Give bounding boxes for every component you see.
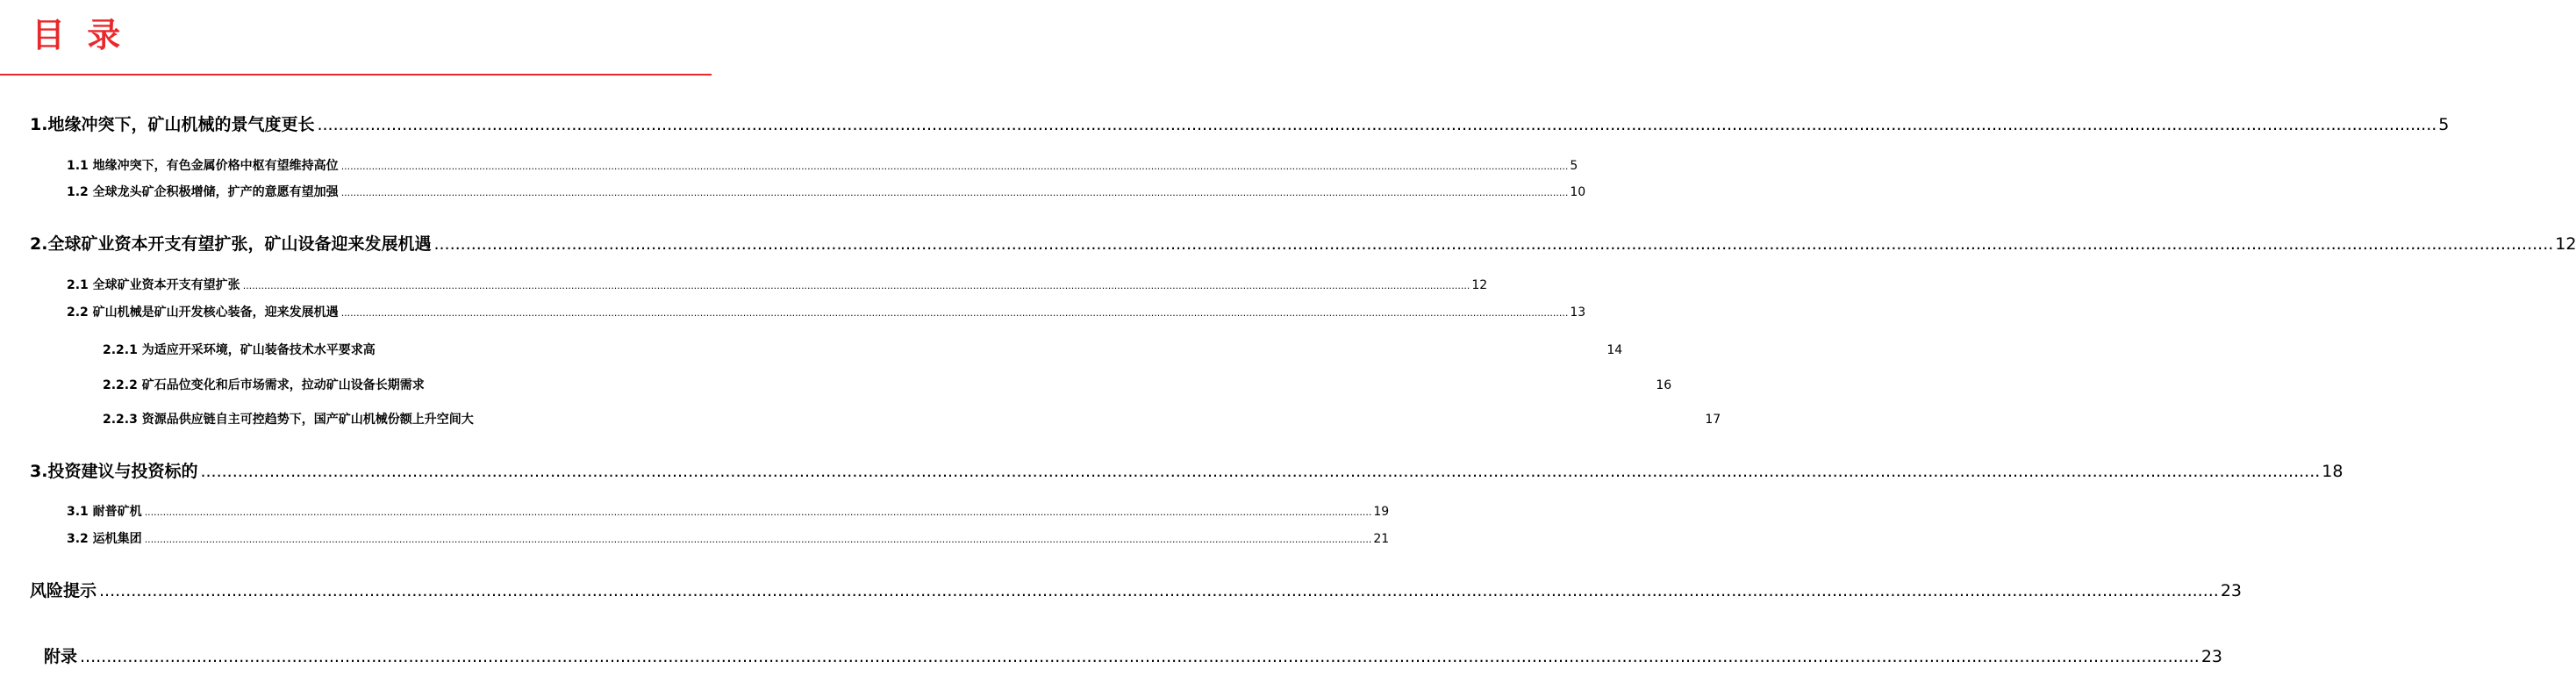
toc-entry[interactable] bbox=[103, 411, 1721, 429]
toc-entry-page: 14 bbox=[1606, 343, 1623, 357]
toc-leader-dots: ................................................................................................................................................................................................................................................................................................................................................................................................................ bbox=[144, 507, 1372, 518]
toc-entry[interactable] bbox=[67, 277, 1488, 295]
toc-leader-dots: ................................................................................................................................................................................................................................................................................................................................................................................................................ bbox=[242, 280, 1470, 291]
toc-entry-label: 3.投资建议与投资标的 bbox=[30, 462, 198, 481]
toc-entry-page: 13 bbox=[1570, 305, 1586, 320]
toc-entry-page: 17 bbox=[1705, 413, 1721, 427]
toc-entry[interactable] bbox=[103, 341, 1623, 360]
toc-entry-label: 1.2 全球龙头矿企积极增储，扩产的意愿有望加强 bbox=[67, 185, 339, 199]
toc-entry-label: 1.地缘冲突下，矿山机械的景气度更长 bbox=[30, 115, 315, 134]
toc-entry-label: 2.1 全球矿业资本开支有望扩张 bbox=[67, 278, 240, 292]
toc-leader-dots: ................................................................................................................................................................................................................................................................................................................................................................................................................ bbox=[99, 581, 2219, 600]
toc-entry[interactable] bbox=[67, 503, 1390, 521]
toc-entry[interactable] bbox=[30, 233, 2576, 255]
toc-leader-dots: ................................................................................................................................................................................................................................................................................................................................................................................................................ bbox=[144, 534, 1372, 545]
toc-leader-dots: ................................................................................................................................................................................................................................................................................................................................................................................................................ bbox=[317, 115, 2437, 134]
toc-entry-page: 5 bbox=[1570, 159, 1578, 173]
toc-entry[interactable] bbox=[30, 113, 2450, 136]
page-title: 目 录 bbox=[32, 16, 126, 54]
toc-entry-label: 2.全球矿业资本开支有望扩张，矿山设备迎来发展机遇 bbox=[30, 234, 432, 254]
toc-entry-page: 16 bbox=[1656, 378, 1672, 392]
toc-entry-label: 2.2.3 资源品供应链自主可控趋势下，国产矿山机械份额上升空间大 bbox=[103, 413, 474, 427]
toc-leader-dots: ................................................................................................................................................................................................................................................................................................................................................................................................................ bbox=[433, 234, 2554, 254]
toc-leader-dots: ................................................................................................................................................................................................................................................................................................................................................................................................................ bbox=[200, 462, 2321, 481]
toc-leader-dots: ................................................................................................................................................................................................................................................................................................................................................................................................................ bbox=[340, 307, 1569, 319]
toc-entry[interactable] bbox=[44, 645, 2223, 668]
toc-entry-label: 3.2 运机集团 bbox=[67, 532, 142, 546]
toc-leader-dots: ................................................................................................................................................................................................................................................................................................................................................................................................................ bbox=[377, 345, 1606, 356]
toc-entry[interactable] bbox=[30, 460, 2343, 483]
toc-entry-page: 19 bbox=[1373, 505, 1390, 519]
toc-entry[interactable] bbox=[67, 183, 1586, 202]
toc-entry-page: 18 bbox=[2322, 462, 2343, 481]
toc-entry[interactable] bbox=[67, 157, 1578, 176]
toc-leader-dots: ................................................................................................................................................................................................................................................................................................................................................................................................................ bbox=[340, 187, 1569, 198]
toc-leader-dots: ................................................................................................................................................................................................................................................................................................................................................................................................................ bbox=[340, 161, 1569, 172]
toc-entry-label: 附录 bbox=[44, 647, 78, 666]
toc-entry-page: 12 bbox=[1471, 278, 1488, 292]
toc-leader-dots: ................................................................................................................................................................................................................................................................................................................................................................................................................ bbox=[476, 414, 1704, 426]
toc-leader-dots: ................................................................................................................................................................................................................................................................................................................................................................................................................ bbox=[426, 380, 1655, 392]
toc-entry-label: 1.1 地缘冲突下，有色金属价格中枢有望维持高位 bbox=[67, 159, 339, 173]
toc-entry-page: 23 bbox=[2220, 581, 2243, 600]
toc-entry-page: 21 bbox=[1373, 532, 1390, 546]
toc-entry-label: 2.2.2 矿石品位变化和后市场需求，拉动矿山设备长期需求 bbox=[103, 378, 425, 392]
toc-entry[interactable] bbox=[67, 530, 1390, 549]
toc-entry[interactable] bbox=[103, 377, 1672, 395]
toc-entry-label: 2.2.1 为适应开采环境，矿山装备技术水平要求高 bbox=[103, 343, 376, 357]
toc-entry[interactable] bbox=[30, 579, 2243, 602]
toc-entry-page: 12 bbox=[2555, 234, 2576, 254]
title-divider bbox=[0, 74, 712, 75]
toc-leader-dots: ................................................................................................................................................................................................................................................................................................................................................................................................................ bbox=[80, 647, 2200, 666]
toc-entry-label: 2.2 矿山机械是矿山开发核心装备，迎来发展机遇 bbox=[67, 305, 339, 320]
toc-entry[interactable] bbox=[67, 304, 1586, 322]
toc-entry-page: 23 bbox=[2200, 647, 2223, 666]
toc-entry-label: 风险提示 bbox=[30, 581, 97, 600]
toc-entry-page: 5 bbox=[2438, 115, 2450, 134]
toc-entry-label: 3.1 耐普矿机 bbox=[67, 505, 142, 519]
toc-entry-page: 10 bbox=[1570, 185, 1586, 199]
